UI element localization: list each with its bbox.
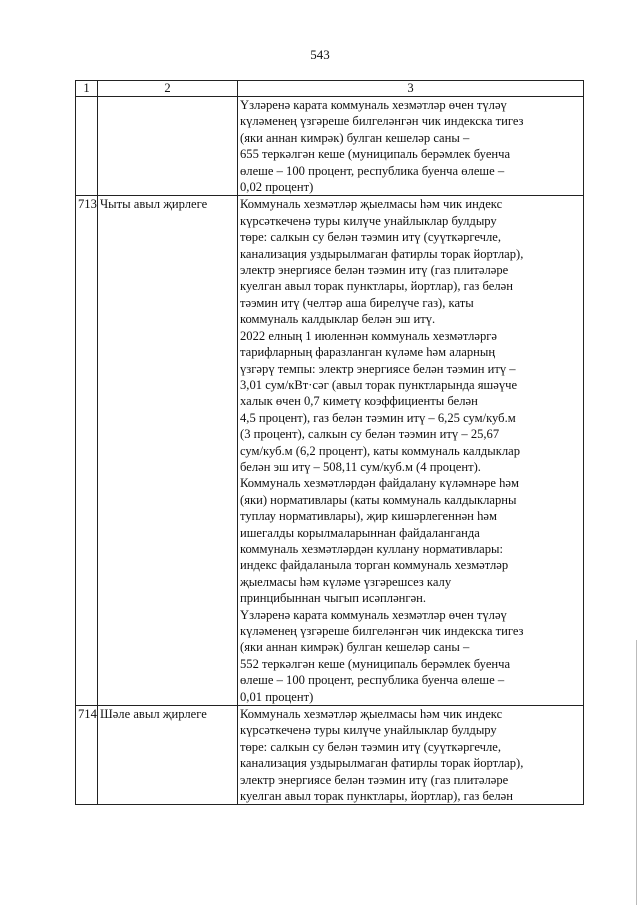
text-line: күләменең үзгәреше билгеләнгән чик индекска тигез	[240, 624, 524, 638]
header-col-1: 1	[76, 81, 98, 97]
text-line: тарифларның фаразланган күләме һәм аларның	[240, 345, 496, 360]
text-line: индекс файдаланыла торган коммуналь хезмәтләр	[240, 558, 509, 573]
text-line: Коммуналь хезмәтләр җыелмасы һәм чик индекс	[240, 707, 503, 722]
description-paragraph	[240, 97, 581, 195]
description-cell	[238, 706, 584, 805]
header-col-3: 3	[238, 81, 584, 97]
description-paragraph	[240, 196, 581, 327]
page-number: 543	[310, 47, 330, 62]
text-line: күрсәткеченә туры килүче унайлыклар булдыру	[240, 723, 497, 738]
text-line: канализация уздырылмаган фатирлы торак йортлар),	[240, 756, 524, 771]
text-line: 0,01 процент)	[240, 689, 314, 704]
scan-edge-line	[636, 640, 637, 905]
document-table	[75, 80, 584, 805]
text-line: принцибыннан чыгып исәпләнгән.	[240, 591, 427, 606]
text-line: 655 теркәлгән кеше (муниципаль берәмлек буенча	[240, 147, 511, 162]
settlement-name	[98, 97, 238, 196]
text-line: 552 теркәлгән кеше (муниципаль берәмлек буенча	[240, 656, 511, 671]
text-line: электр энергиясе белән тәэмин итү (газ плитәләре	[240, 263, 509, 278]
text-line: күләменең үзгәреше билгеләнгән чик индекска тигез	[240, 114, 524, 129]
text-line: Коммуналь хезмәтләрдән файдалану күләмнәре һәм	[240, 476, 519, 491]
text-line: 3,01 сум/кВт·сәг (авыл торак пунктларында яшәүче	[240, 377, 518, 392]
text-line: туплау нормативлары), җир кишәрлегеннән һәм	[240, 509, 497, 524]
text-line: сум/куб.м (6,2 процент), каты коммуналь калдыклар	[240, 443, 521, 458]
table-header-row	[76, 81, 584, 97]
text-line: куелган авыл торак пунктлары, йортлар), газ белән	[240, 279, 513, 294]
description-cell	[238, 97, 584, 196]
text-line: коммуналь калдыклар белән эш итү.	[240, 312, 436, 327]
row-number: 714	[76, 706, 98, 805]
text-line: өлеше – 100 процент, республика буенча өлеше –	[240, 163, 505, 178]
description-paragraph	[240, 706, 581, 804]
description-paragraph	[240, 328, 581, 476]
description-paragraph	[240, 607, 581, 705]
text-line: җыелмасы һәм күләме үзгәрешсез калу	[240, 574, 452, 589]
text-line: куелган авыл торак пунктлары, йортлар), газ белән	[240, 789, 513, 804]
settlement-name: Чыты авыл җирлеге	[98, 196, 238, 706]
text-line: ишегалды корылмаларыннан файдаланганда	[240, 525, 480, 540]
table-row	[76, 706, 584, 805]
text-line: 2022 елның 1 июленнән коммуналь хезмәтләргә	[240, 328, 497, 343]
text-line: канализация уздырылмаган фатирлы торак йортлар),	[240, 246, 524, 261]
text-line: 0,02 процент)	[240, 180, 314, 195]
table-row	[76, 196, 584, 706]
header-col-2: 2	[98, 81, 238, 97]
settlement-name: Шәле авыл җирлеге	[98, 706, 238, 805]
text-line: Үзләренә карата коммуналь хезмәтләр өчен түләү	[240, 607, 507, 622]
text-line: электр энергиясе белән тәэмин итү (газ плитәләре	[240, 772, 509, 787]
text-line: 4,5 процент), газ белән тәэмин итү – 6,25 сум/куб.м	[240, 410, 516, 425]
text-line: өлеше – 100 процент, республика буенча өлеше –	[240, 673, 505, 688]
description-cell	[238, 196, 584, 706]
row-number: 713	[76, 196, 98, 706]
row-number	[76, 97, 98, 196]
text-line: (яки) нормативлары (каты коммуналь калдыкларны	[240, 492, 517, 507]
text-line: белән эш итү – 508,11 сум/куб.м (4 процент).	[240, 459, 481, 474]
text-line: төре: салкын су белән тәэмин итү (суүткәргечле,	[240, 230, 502, 245]
text-line: Коммуналь хезмәтләр җыелмасы һәм чик индекс	[240, 197, 503, 212]
text-line: Үзләренә карата коммуналь хезмәтләр өчен түләү	[240, 98, 507, 112]
table-row	[76, 97, 584, 196]
text-line: тәэмин итү (челтәр аша бирелүче газ), каты	[240, 295, 474, 310]
text-line: (3 процент), салкын су белән тәэмин итү – 25,67	[240, 427, 500, 442]
description-paragraph	[240, 475, 581, 606]
text-line: коммуналь хезмәтләрдән куллану нормативлары:	[240, 541, 504, 556]
text-line: (яки аннан кимрәк) булган кешеләр саны –	[240, 130, 470, 145]
text-line: (яки аннан кимрәк) булган кешеләр саны –	[240, 640, 470, 655]
text-line: халык өчен 0,7 киметү коэффициенты белән	[240, 394, 478, 409]
text-line: төре: салкын су белән тәэмин итү (суүткәргечле,	[240, 739, 502, 754]
text-line: үзгәрү темпы: электр энергиясе белән тәэмин итү –	[240, 361, 516, 376]
text-line: күрсәткеченә туры килүче унайлыклар булдыру	[240, 213, 497, 228]
